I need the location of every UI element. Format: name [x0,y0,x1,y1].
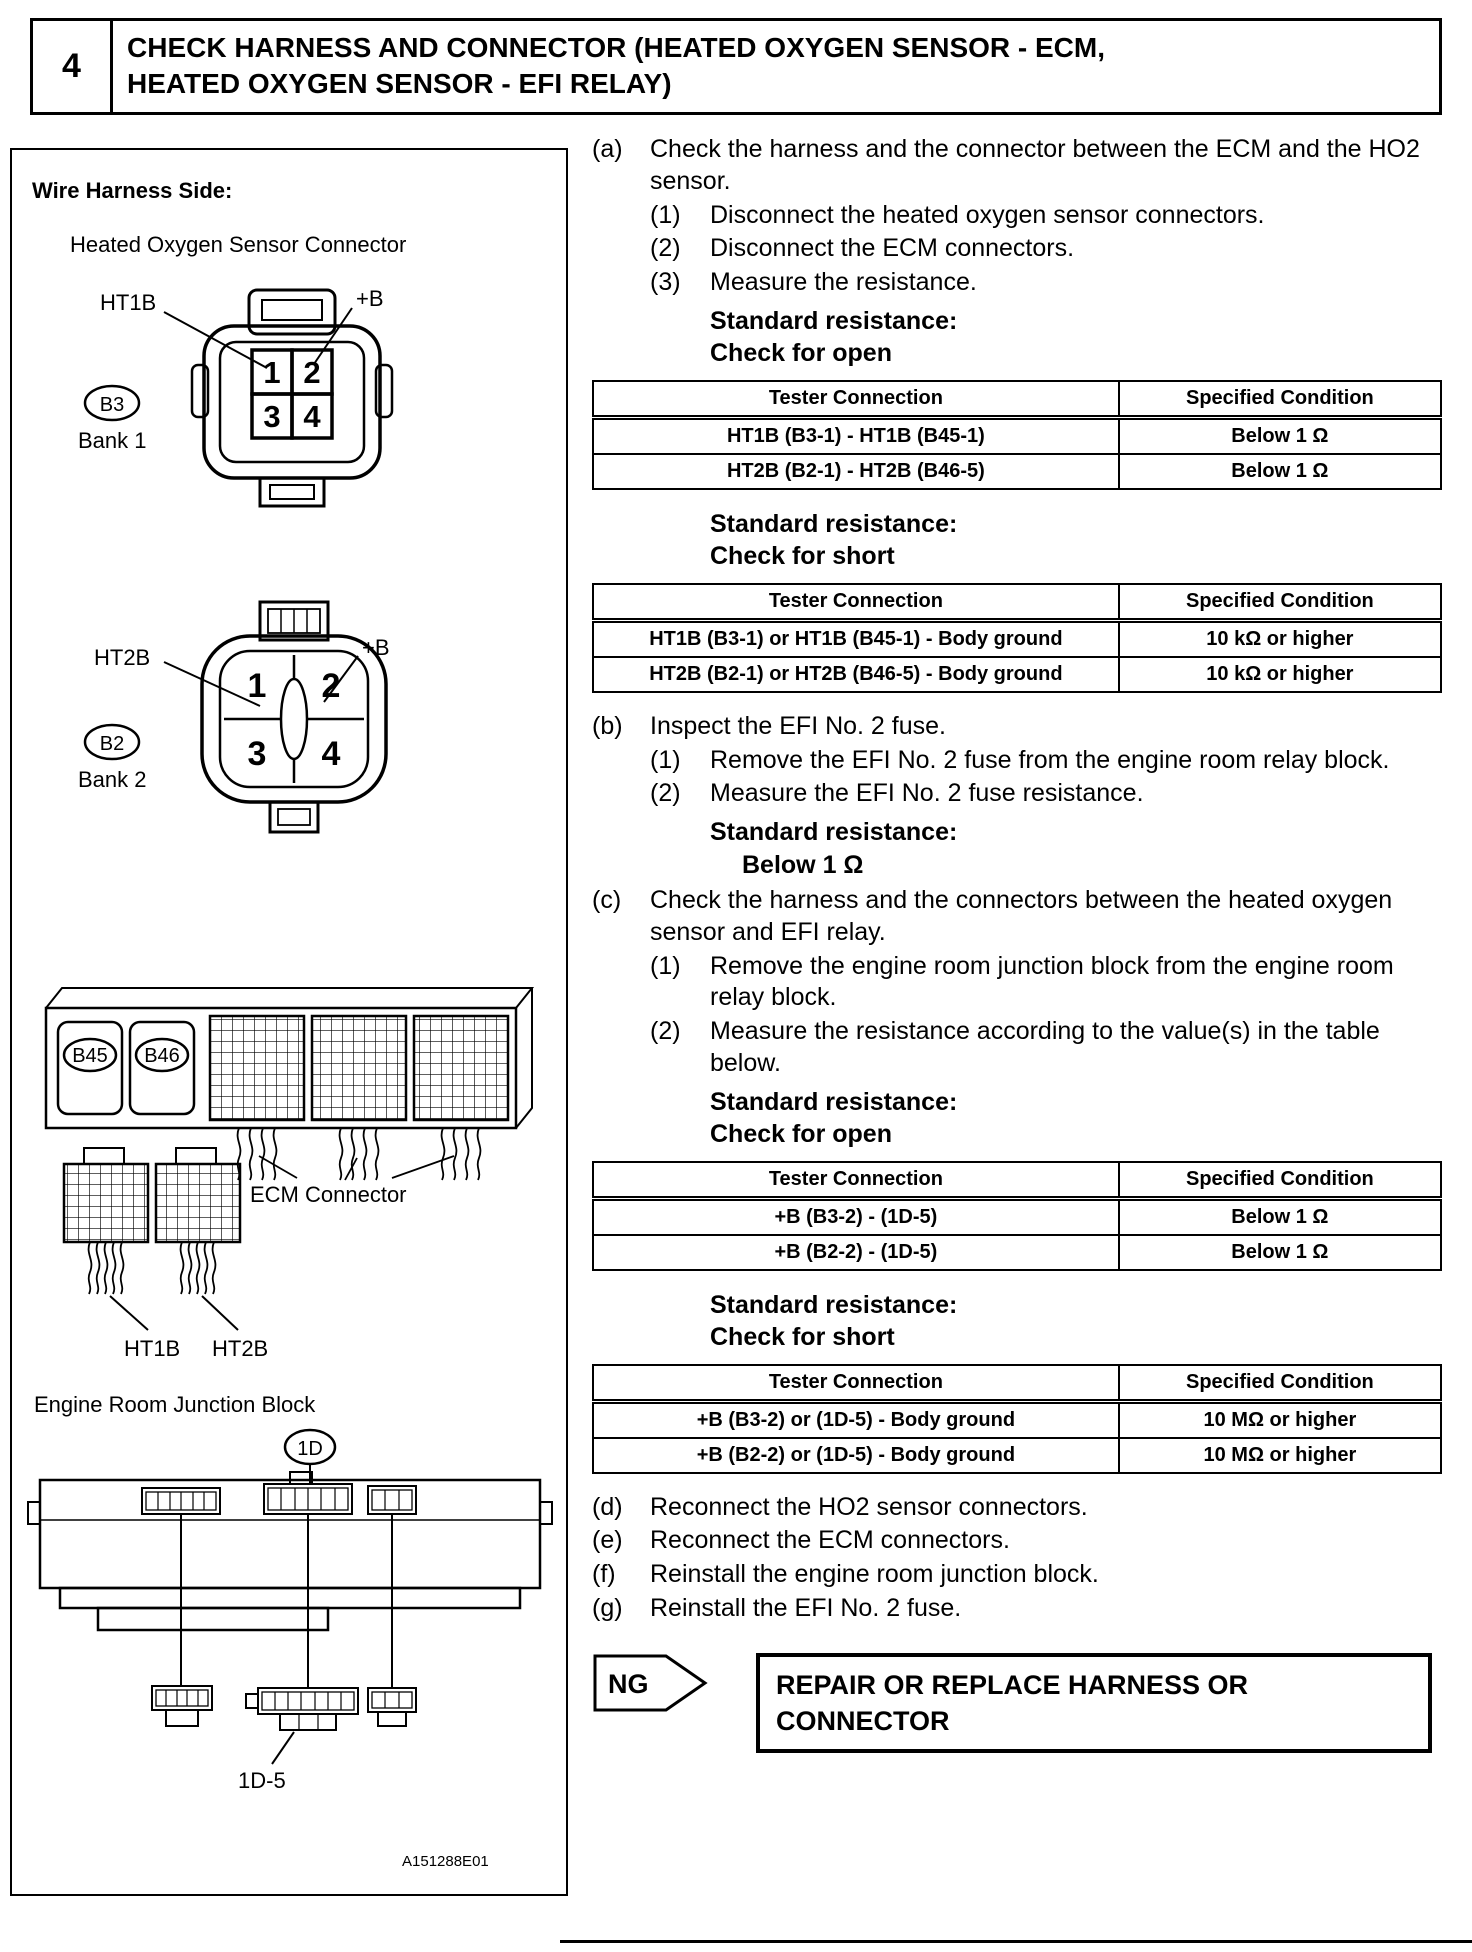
item-label: (b) [592,711,623,740]
ecm-connector-label: ECM Connector [250,1182,407,1207]
procedure-item-c [592,885,1442,949]
ecm-wire-bundles [238,1128,481,1180]
harness-ho2-connectors [64,1148,240,1242]
item-text: Reinstall the engine room junction block. [650,1560,1099,1588]
standard-resistance-heading: Standard resistance: [710,1290,958,1319]
check-for-short-heading: Check for short [710,1323,895,1351]
wire-harness-diagram-panel [10,148,568,1896]
bank2-code: B2 [99,733,125,755]
item-label: (a) [592,135,623,163]
procedure-step-c1 [650,951,1442,1015]
tester-connection-header: Tester Connection [593,1365,1119,1402]
specified-condition-cell: 10 kΩ or higher [1119,620,1441,657]
step-text: Measure the resistance. [710,268,977,296]
item-label: (d) [592,1492,623,1521]
bank2-pin-2: 2 [321,667,341,705]
tester-connection-cell: +B (B3-2) - (1D-5) [593,1198,1119,1235]
bank1-code: B3 [99,394,125,416]
resistance-open-table-ecm [592,380,1442,490]
standard-resistance-heading: Standard resistance: [710,818,958,846]
specified-condition-header: Specified Condition [1119,381,1441,418]
procedure-item-f [592,1559,1442,1591]
ng-arrow [592,1653,710,1713]
specified-condition-header: Specified Condition [1119,1162,1441,1199]
bank1-connector-diagram [164,290,392,506]
wire-label-ht1b: HT1B [124,1336,181,1361]
tester-connection-cell: +B (B2-2) or (1D-5) - Body ground [593,1438,1119,1473]
tester-connection-header: Tester Connection [593,1162,1119,1199]
bank1-name: Bank 1 [78,428,147,453]
step-label: (2) [650,1017,681,1045]
item-text: Reconnect the ECM connectors. [650,1526,1010,1555]
junction-block-outline [28,1472,552,1630]
procedure-step-a3 [650,267,1442,299]
wire-harness-diagram [12,150,566,1894]
bank1-pin-label-ht1b: HT1B [100,290,157,315]
specified-condition-cell: Below 1 Ω [1119,1198,1441,1235]
ng-result-row [592,1653,1442,1754]
table-row [593,1401,1441,1438]
step-text: Remove the engine room junction block from the engine room relay block. [710,951,1394,1012]
step-label: (2) [650,234,681,263]
junction-block-wires [181,1514,392,1688]
step-number: 4 [33,21,113,112]
bank1-pin-2: 2 [303,355,321,390]
specified-condition-header: Specified Condition [1119,584,1441,621]
table-row [593,657,1441,692]
tester-connection-cell: HT2B (B2-1) or HT2B (B46-5) - Body ground [593,657,1119,692]
step-label: (2) [650,779,681,808]
specified-condition-cell: Below 1 Ω [1119,417,1441,454]
table-row [593,1198,1441,1235]
step-text: Disconnect the ECM connectors. [710,234,1075,263]
tester-connection-header: Tester Connection [593,584,1119,621]
table-row [593,1235,1441,1270]
item-text: Check the harness and the connectors between the heated oxygen sensor and EFI relay. [650,886,1393,946]
tester-connection-cell: HT1B (B3-1) - HT1B (B45-1) [593,417,1119,454]
item-label: (c) [592,886,622,914]
step-title: CHECK HARNESS AND CONNECTOR (HEATED OXYGEN SENSOR - ECM, HEATED OXYGEN SENSOR - EFI RELAY) [127,32,1106,100]
bank1-pin-4: 4 [303,399,321,434]
item-label: (f) [592,1560,616,1588]
step-text: Remove the EFI No. 2 fuse from the engine room relay block. [710,745,1390,774]
table-row [593,454,1441,489]
junction-bottom-connectors [152,1686,416,1764]
check-for-short-heading: Check for short [710,542,895,571]
specified-condition-cell: 10 kΩ or higher [1119,657,1441,692]
specified-condition-header: Specified Condition [1119,1365,1441,1402]
bank2-pin-label-ht2b: HT2B [94,645,151,670]
specified-condition-cell: 10 MΩ or higher [1119,1401,1441,1438]
procedure-step-a1 [650,200,1442,232]
procedure-step-c2 [650,1016,1442,1080]
bank2-pin-4: 4 [321,735,341,773]
procedure-item-g [592,1593,1442,1625]
item-text: Reinstall the EFI No. 2 fuse. [650,1593,962,1622]
bank2-pin-3: 3 [247,735,267,773]
figure-code: A151288E01 [402,1853,489,1870]
resistance-open-table-relay [592,1161,1442,1271]
bank2-name: Bank 2 [78,767,147,792]
ecm-code-b46: B46 [144,1045,180,1067]
step-header [30,18,1442,115]
junction-pin-label-1d5: 1D-5 [238,1768,286,1793]
harness-wire-bundles [89,1242,216,1294]
item-label: (g) [592,1593,623,1622]
table-row [593,1438,1441,1473]
tester-connection-cell: HT1B (B3-1) or HT1B (B45-1) - Body ground [593,620,1119,657]
step-label: (1) [650,951,681,980]
bank1-pin-label-plus-b: +B [356,286,384,311]
ng-action-box: REPAIR OR REPLACE HARNESS OR CONNECTOR [756,1653,1432,1754]
sensor-connector-title: Heated Oxygen Sensor Connector [70,232,407,257]
step-text: Disconnect the heated oxygen sensor connectors. [710,200,1265,229]
procedure-content [592,132,1442,1753]
standard-resistance-value: Below 1 Ω [742,850,864,879]
procedure-item-e [592,1525,1442,1557]
tester-connection-cell: +B (B3-2) or (1D-5) - Body ground [593,1401,1119,1438]
tester-connection-cell: +B (B2-2) - (1D-5) [593,1235,1119,1270]
bank2-pin-label-plus-b: +B [362,635,390,660]
check-for-open-heading: Check for open [710,1120,892,1148]
check-for-open-heading: Check for open [710,339,892,368]
resistance-short-table-ecm [592,583,1442,693]
bank1-pin-1: 1 [263,355,281,390]
procedure-step-a2 [650,233,1442,265]
table-row [593,417,1441,454]
bank1-pin-3: 3 [263,399,281,434]
specified-condition-cell: Below 1 Ω [1119,1235,1441,1270]
step-label: (1) [650,200,681,229]
standard-resistance-heading: Standard resistance: [710,306,958,335]
tester-connection-header: Tester Connection [593,381,1119,418]
panel-title: Wire Harness Side: [32,178,233,203]
procedure-item-a [592,134,1442,198]
ng-label: NG [608,1668,649,1699]
step-text: Measure the resistance according to the value(s) in the table below. [710,1017,1380,1077]
table-header-row [593,381,1441,418]
bank2-pin-1: 1 [247,667,267,705]
item-text: Inspect the EFI No. 2 fuse. [650,711,946,740]
resistance-short-table-relay [592,1364,1442,1474]
procedure-item-d [592,1492,1442,1524]
table-header-row [593,1162,1441,1199]
specified-condition-cell: Below 1 Ω [1119,454,1441,489]
junction-block-title: Engine Room Junction Block [34,1392,316,1417]
item-text: Reconnect the HO2 sensor connectors. [650,1492,1088,1521]
bank2-connector-diagram [164,602,386,832]
ecm-connector-block [46,988,532,1128]
table-header-row [593,584,1441,621]
wire-label-ht2b: HT2B [212,1336,269,1361]
table-header-row [593,1365,1441,1402]
standard-resistance-heading: Standard resistance: [710,1087,958,1116]
step-text: Measure the EFI No. 2 fuse resistance. [710,779,1144,808]
table-row [593,620,1441,657]
item-text: Check the harness and the connector between the ECM and the HO2 sensor. [650,135,1420,195]
step-label: (3) [650,268,681,296]
standard-resistance-heading: Standard resistance: [710,509,958,538]
junction-block-code: 1D [297,1438,323,1460]
tester-connection-cell: HT2B (B2-1) - HT2B (B46-5) [593,454,1119,489]
specified-condition-cell: 10 MΩ or higher [1119,1438,1441,1473]
item-label: (e) [592,1526,623,1555]
step-label: (1) [650,745,681,774]
procedure-step-b2 [650,778,1442,810]
procedure-item-b [592,711,1442,743]
procedure-step-b1 [650,745,1442,777]
next-section-border [560,1940,1472,1943]
ecm-code-b45: B45 [72,1045,108,1067]
